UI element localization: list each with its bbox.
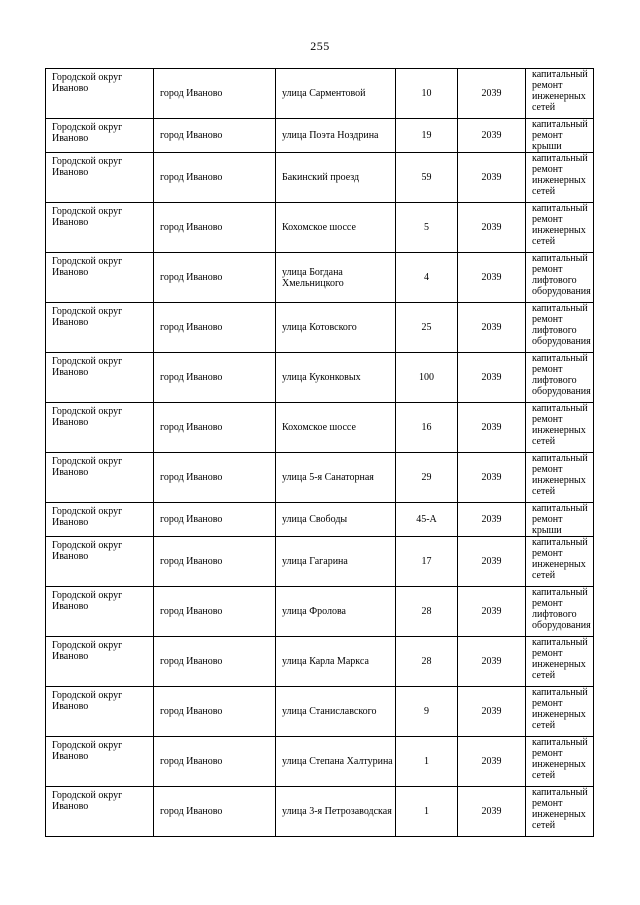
work-type-cell: капитальный ремонт инженерных сетей xyxy=(526,69,594,119)
house-number-cell: 19 xyxy=(396,119,458,153)
house-number-cell: 100 xyxy=(396,353,458,403)
table-row xyxy=(46,203,594,253)
table-row xyxy=(46,587,594,637)
street-cell: улица Котовского xyxy=(276,303,396,353)
year-cell: 2039 xyxy=(458,353,526,403)
street-cell: улица Гагарина xyxy=(276,537,396,587)
work-type-cell: капитальный ремонт инженерных сетей xyxy=(526,687,594,737)
municipality-cell: Городской округ Иваново xyxy=(46,403,154,453)
municipality-cell: Городской округ Иваново xyxy=(46,453,154,503)
year-cell: 2039 xyxy=(458,253,526,303)
city-cell: город Иваново xyxy=(154,203,276,253)
work-type-cell: капитальный ремонт лифтового оборудования xyxy=(526,353,594,403)
house-number-cell: 28 xyxy=(396,637,458,687)
house-number-cell: 29 xyxy=(396,453,458,503)
year-cell: 2039 xyxy=(458,453,526,503)
work-type-cell: капитальный ремонт инженерных сетей xyxy=(526,453,594,503)
street-cell: Кохомское шоссе xyxy=(276,403,396,453)
house-number-cell: 25 xyxy=(396,303,458,353)
house-number-cell: 1 xyxy=(396,737,458,787)
municipality-cell: Городской округ Иваново xyxy=(46,537,154,587)
table-row xyxy=(46,453,594,503)
street-cell: улица Богдана Хмельницкого xyxy=(276,253,396,303)
repair-schedule-table xyxy=(45,68,594,837)
house-number-cell: 1 xyxy=(396,787,458,837)
street-cell: улица Свободы xyxy=(276,503,396,537)
city-cell: город Иваново xyxy=(154,153,276,203)
municipality-cell: Городской округ Иваново xyxy=(46,353,154,403)
city-cell: город Иваново xyxy=(154,403,276,453)
house-number-cell: 16 xyxy=(396,403,458,453)
year-cell: 2039 xyxy=(458,637,526,687)
table-row xyxy=(46,153,594,203)
year-cell: 2039 xyxy=(458,153,526,203)
work-type-cell: капитальный ремонт инженерных сетей xyxy=(526,203,594,253)
table-row xyxy=(46,537,594,587)
municipality-cell: Городской округ Иваново xyxy=(46,303,154,353)
street-cell: улица Поэта Ноздрина xyxy=(276,119,396,153)
table-row xyxy=(46,303,594,353)
table-row xyxy=(46,69,594,119)
street-cell: улица 3-я Петрозаводская xyxy=(276,787,396,837)
house-number-cell: 28 xyxy=(396,587,458,637)
street-cell: улица Степана Халтурина xyxy=(276,737,396,787)
year-cell: 2039 xyxy=(458,537,526,587)
work-type-cell: капитальный ремонт инженерных сетей xyxy=(526,537,594,587)
house-number-cell: 59 xyxy=(396,153,458,203)
municipality-cell: Городской округ Иваново xyxy=(46,119,154,153)
street-cell: Кохомское шоссе xyxy=(276,203,396,253)
work-type-cell: капитальный ремонт крыши xyxy=(526,119,594,153)
city-cell: город Иваново xyxy=(154,253,276,303)
house-number-cell: 17 xyxy=(396,537,458,587)
municipality-cell: Городской округ Иваново xyxy=(46,737,154,787)
table-row xyxy=(46,253,594,303)
year-cell: 2039 xyxy=(458,403,526,453)
work-type-cell: капитальный ремонт лифтового оборудования xyxy=(526,253,594,303)
work-type-cell: капитальный ремонт лифтового оборудования xyxy=(526,587,594,637)
city-cell: город Иваново xyxy=(154,587,276,637)
work-type-cell: капитальный ремонт крыши xyxy=(526,503,594,537)
work-type-cell: капитальный ремонт инженерных сетей xyxy=(526,787,594,837)
table-row xyxy=(46,637,594,687)
page-number: 255 xyxy=(310,39,330,53)
city-cell: город Иваново xyxy=(154,787,276,837)
city-cell: город Иваново xyxy=(154,737,276,787)
municipality-cell: Городской округ Иваново xyxy=(46,203,154,253)
city-cell: город Иваново xyxy=(154,69,276,119)
table-row xyxy=(46,737,594,787)
year-cell: 2039 xyxy=(458,69,526,119)
municipality-cell: Городской округ Иваново xyxy=(46,153,154,203)
year-cell: 2039 xyxy=(458,303,526,353)
work-type-cell: капитальный ремонт инженерных сетей xyxy=(526,153,594,203)
table-row xyxy=(46,403,594,453)
year-cell: 2039 xyxy=(458,503,526,537)
year-cell: 2039 xyxy=(458,787,526,837)
year-cell: 2039 xyxy=(458,687,526,737)
city-cell: город Иваново xyxy=(154,303,276,353)
work-type-cell: капитальный ремонт инженерных сетей xyxy=(526,637,594,687)
year-cell: 2039 xyxy=(458,737,526,787)
city-cell: город Иваново xyxy=(154,453,276,503)
house-number-cell: 45-А xyxy=(396,503,458,537)
table-row xyxy=(46,787,594,837)
street-cell: улица Фролова xyxy=(276,587,396,637)
year-cell: 2039 xyxy=(458,119,526,153)
table-row xyxy=(46,353,594,403)
street-cell: улица Сарментовой xyxy=(276,69,396,119)
city-cell: город Иваново xyxy=(154,687,276,737)
house-number-cell: 10 xyxy=(396,69,458,119)
municipality-cell: Городской округ Иваново xyxy=(46,587,154,637)
work-type-cell: капитальный ремонт инженерных сетей xyxy=(526,403,594,453)
city-cell: город Иваново xyxy=(154,637,276,687)
street-cell: улица Станиславского xyxy=(276,687,396,737)
street-cell: Бакинский проезд xyxy=(276,153,396,203)
municipality-cell: Городской округ Иваново xyxy=(46,69,154,119)
municipality-cell: Городской округ Иваново xyxy=(46,253,154,303)
street-cell: улица 5-я Санаторная xyxy=(276,453,396,503)
table-row xyxy=(46,503,594,537)
year-cell: 2039 xyxy=(458,587,526,637)
table-row xyxy=(46,119,594,153)
municipality-cell: Городской округ Иваново xyxy=(46,637,154,687)
table-row xyxy=(46,687,594,737)
house-number-cell: 5 xyxy=(396,203,458,253)
year-cell: 2039 xyxy=(458,203,526,253)
city-cell: город Иваново xyxy=(154,119,276,153)
municipality-cell: Городской округ Иваново xyxy=(46,787,154,837)
house-number-cell: 4 xyxy=(396,253,458,303)
city-cell: город Иваново xyxy=(154,537,276,587)
municipality-cell: Городской округ Иваново xyxy=(46,503,154,537)
municipality-cell: Городской округ Иваново xyxy=(46,687,154,737)
work-type-cell: капитальный ремонт инженерных сетей xyxy=(526,737,594,787)
city-cell: город Иваново xyxy=(154,503,276,537)
work-type-cell: капитальный ремонт лифтового оборудования xyxy=(526,303,594,353)
house-number-cell: 9 xyxy=(396,687,458,737)
street-cell: улица Куконковых xyxy=(276,353,396,403)
street-cell: улица Карла Маркса xyxy=(276,637,396,687)
city-cell: город Иваново xyxy=(154,353,276,403)
